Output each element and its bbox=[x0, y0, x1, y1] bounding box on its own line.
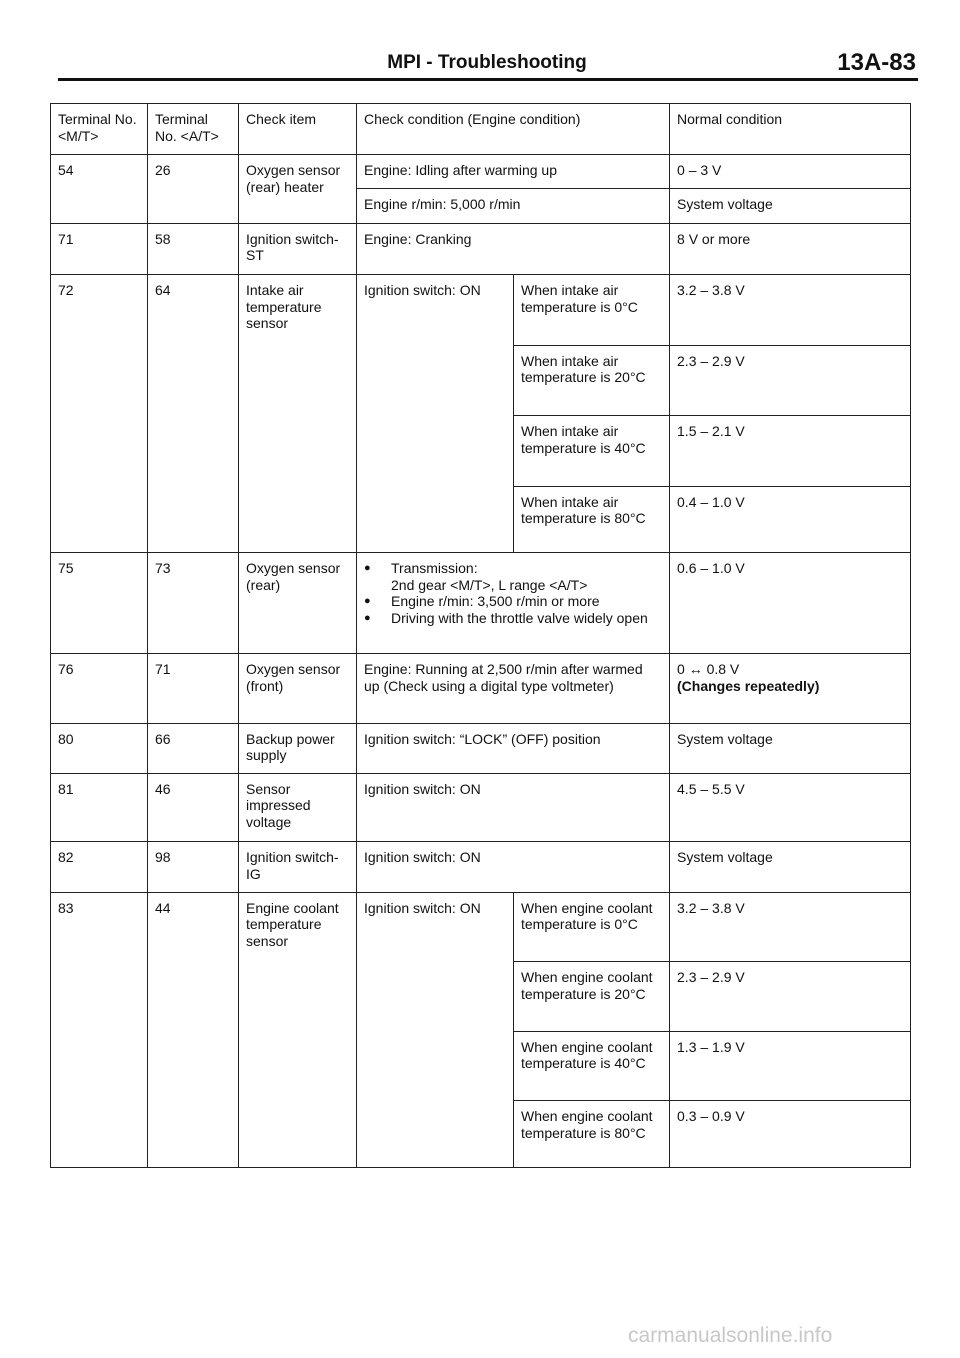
normal-value: 0 ↔ 0.8 V bbox=[677, 661, 740, 678]
table-row bbox=[51, 223, 911, 274]
check-condition-cell: Ignition switch: ON bbox=[357, 275, 514, 553]
sub-condition-cell: When intake air temperature is 0°C bbox=[514, 275, 670, 346]
normal-condition-cell: System voltage bbox=[670, 842, 911, 892]
terminal-at-cell: 98 bbox=[148, 842, 239, 892]
normal-condition-cell: 3.2 – 3.8 V bbox=[670, 892, 911, 962]
condition-bullet bbox=[364, 610, 662, 627]
table-row bbox=[51, 892, 911, 962]
condition-bullet bbox=[364, 560, 662, 577]
check-item-cell: Ignition switch-ST bbox=[239, 223, 357, 274]
check-condition-cell: Ignition switch: ON bbox=[357, 773, 670, 842]
terminal-at-cell: 44 bbox=[148, 892, 239, 1167]
normal-condition-cell: 0.4 – 1.0 V bbox=[670, 486, 911, 553]
table-row bbox=[51, 842, 911, 892]
col-header-check-item: Check item bbox=[239, 104, 357, 155]
normal-condition-cell: 3.2 – 3.8 V bbox=[670, 275, 911, 346]
col-header-terminal-mt: Terminal No. <M/T> bbox=[51, 104, 148, 155]
terminal-mt-cell: 72 bbox=[51, 275, 148, 553]
check-item-cell: Oxygen sensor (front) bbox=[239, 654, 357, 724]
terminal-check-table bbox=[50, 103, 911, 1168]
terminal-mt-cell: 71 bbox=[51, 223, 148, 274]
terminal-at-cell: 66 bbox=[148, 723, 239, 773]
normal-condition-cell: System voltage bbox=[670, 723, 911, 773]
sub-condition-cell: When engine coolant temperature is 0°C bbox=[514, 892, 670, 962]
check-item-cell: Backup power supply bbox=[239, 723, 357, 773]
terminal-at-cell: 73 bbox=[148, 553, 239, 654]
check-condition-cell: Engine: Running at 2,500 r/min after warmed up (Check using a digital type voltmeter) bbox=[357, 654, 670, 724]
table-row bbox=[51, 275, 911, 346]
normal-condition-cell: 2.3 – 2.9 V bbox=[670, 962, 911, 1032]
check-item-cell: Sensor impressed voltage bbox=[239, 773, 357, 842]
condition-continuation: 2nd gear <M/T>, L range <A/T> bbox=[391, 576, 588, 593]
terminal-mt-cell: 81 bbox=[51, 773, 148, 842]
check-condition-cell: Engine: Cranking bbox=[357, 223, 670, 274]
check-condition-cell bbox=[357, 553, 670, 654]
check-item-cell: Oxygen sensor (rear) bbox=[239, 553, 357, 654]
normal-condition-cell: 0.6 – 1.0 V bbox=[670, 553, 911, 654]
terminal-mt-cell: 75 bbox=[51, 553, 148, 654]
col-header-check-condition: Check condition (Engine condition) bbox=[357, 104, 670, 155]
terminal-at-cell: 26 bbox=[148, 155, 239, 224]
terminal-mt-cell: 76 bbox=[51, 654, 148, 724]
header-rule bbox=[58, 78, 918, 81]
check-condition-cell: Ignition switch: ON bbox=[357, 892, 514, 1167]
check-condition-cell: Ignition switch: “LOCK” (OFF) position bbox=[357, 723, 670, 773]
table-header-row bbox=[51, 104, 911, 155]
normal-condition-cell: 2.3 – 2.9 V bbox=[670, 345, 911, 416]
page-header bbox=[58, 49, 916, 76]
normal-condition-cell: 0.3 – 0.9 V bbox=[670, 1101, 911, 1168]
normal-condition-cell bbox=[670, 654, 911, 724]
sub-condition-cell: When intake air temperature is 20°C bbox=[514, 345, 670, 416]
table-row bbox=[51, 773, 911, 842]
normal-condition-cell: 1.3 – 1.9 V bbox=[670, 1031, 911, 1101]
normal-condition-cell: 8 V or more bbox=[670, 223, 911, 274]
page-title: MPI - Troubleshooting bbox=[387, 52, 587, 73]
check-condition-cell: Engine: Idling after warming up bbox=[357, 155, 670, 188]
check-item-cell: Engine coolant temperature sensor bbox=[239, 892, 357, 1167]
terminal-at-cell: 58 bbox=[148, 223, 239, 274]
terminal-mt-cell: 80 bbox=[51, 723, 148, 773]
normal-condition-cell: 4.5 – 5.5 V bbox=[670, 773, 911, 842]
col-header-terminal-at: Terminal No. <A/T> bbox=[148, 104, 239, 155]
condition-list bbox=[364, 560, 662, 577]
bullet-text: Driving with the throttle valve widely open bbox=[391, 609, 648, 626]
sub-condition-cell: When engine coolant temperature is 80°C bbox=[514, 1101, 670, 1168]
bullet-text: Transmission: bbox=[391, 560, 478, 577]
table-row bbox=[51, 654, 911, 724]
terminal-mt-cell: 82 bbox=[51, 842, 148, 892]
terminal-mt-cell: 83 bbox=[51, 892, 148, 1167]
table-row bbox=[51, 155, 911, 188]
col-header-normal-condition: Normal condition bbox=[670, 104, 911, 155]
terminal-at-cell: 64 bbox=[148, 275, 239, 553]
terminal-mt-cell: 54 bbox=[51, 155, 148, 224]
check-item-cell: Oxygen sensor (rear) heater bbox=[239, 155, 357, 224]
page-number: 13A-83 bbox=[837, 49, 916, 76]
normal-note: (Changes repeatedly) bbox=[677, 677, 820, 694]
check-item-cell: Ignition switch-IG bbox=[239, 842, 357, 892]
normal-condition-cell: 0 – 3 V bbox=[670, 155, 911, 188]
sub-condition-cell: When intake air temperature is 40°C bbox=[514, 416, 670, 487]
check-condition-cell: Engine r/min: 5,000 r/min bbox=[357, 188, 670, 223]
sub-condition-cell: When engine coolant temperature is 20°C bbox=[514, 962, 670, 1032]
terminal-at-cell: 71 bbox=[148, 654, 239, 724]
table-row bbox=[51, 723, 911, 773]
condition-bullet bbox=[364, 593, 662, 610]
sub-condition-cell: When intake air temperature is 80°C bbox=[514, 486, 670, 553]
sub-condition-cell: When engine coolant temperature is 40°C bbox=[514, 1031, 670, 1101]
watermark-link[interactable]: carmanualsonline.info bbox=[628, 1324, 833, 1347]
condition-list bbox=[364, 593, 662, 626]
bullet-text: Engine r/min: 3,500 r/min or more bbox=[391, 593, 600, 610]
normal-condition-cell: System voltage bbox=[670, 188, 911, 223]
normal-condition-cell: 1.5 – 2.1 V bbox=[670, 416, 911, 487]
check-item-cell: Intake air temperature sensor bbox=[239, 275, 357, 553]
check-condition-cell: Ignition switch: ON bbox=[357, 842, 670, 892]
terminal-at-cell: 46 bbox=[148, 773, 239, 842]
table-row bbox=[51, 553, 911, 654]
